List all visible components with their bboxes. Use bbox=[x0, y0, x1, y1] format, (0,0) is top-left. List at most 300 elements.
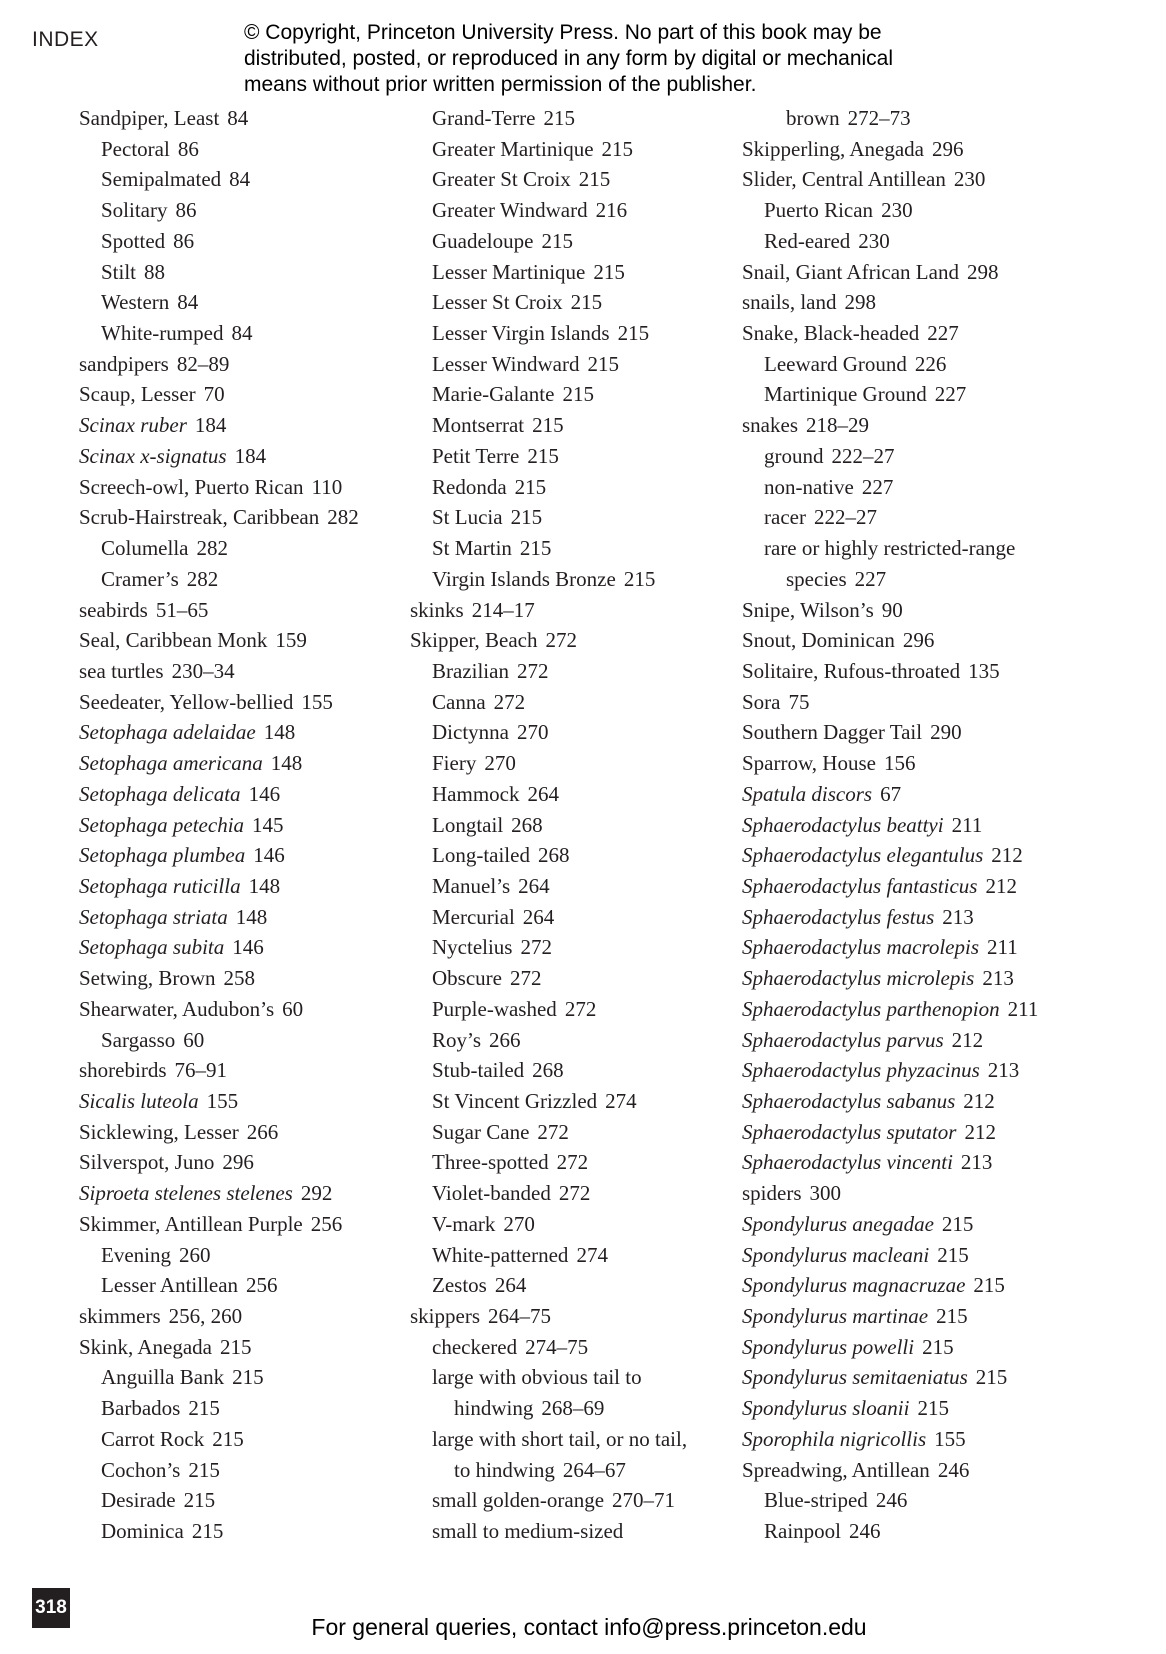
index-page-ref: 215 bbox=[188, 1457, 220, 1482]
index-page-ref: 214–17 bbox=[471, 597, 535, 622]
index-term: Setophaga striata bbox=[79, 904, 228, 929]
index-term: racer bbox=[764, 505, 806, 530]
index-page-ref: 272 bbox=[558, 1181, 591, 1206]
index-term: Red-eared bbox=[764, 228, 851, 253]
index-entry bbox=[742, 963, 1072, 994]
index-page-ref: 227 bbox=[854, 566, 887, 591]
index-page-ref: 212 bbox=[991, 843, 1023, 868]
index-entry bbox=[742, 1455, 1072, 1486]
index-entry bbox=[410, 134, 730, 165]
index-page-ref: 90 bbox=[881, 597, 903, 622]
index-term: St Lucia bbox=[432, 505, 503, 530]
index-page-ref: 146 bbox=[248, 781, 281, 806]
index-page-ref: 60 bbox=[183, 1027, 205, 1052]
index-entry bbox=[742, 810, 1072, 841]
index-entry bbox=[79, 287, 399, 318]
index-page-ref: 230–34 bbox=[171, 658, 235, 683]
index-entry bbox=[742, 717, 1072, 748]
index-entry bbox=[410, 595, 730, 626]
index-page-ref: 227 bbox=[861, 474, 894, 499]
index-term: Setophaga petechia bbox=[79, 812, 245, 837]
index-entry bbox=[742, 226, 1072, 257]
index-term: Greater St Croix bbox=[432, 167, 571, 192]
index-entry bbox=[742, 1117, 1072, 1148]
index-term: Lesser St Croix bbox=[432, 290, 563, 315]
index-entry bbox=[79, 1455, 399, 1486]
index-term: rare or highly restricted-range bbox=[764, 536, 1016, 561]
index-term: Scaup, Lesser bbox=[79, 382, 196, 407]
index-entry bbox=[410, 717, 730, 748]
index-entry bbox=[742, 595, 1072, 626]
index-term: seabirds bbox=[79, 597, 148, 622]
index-entry bbox=[79, 1362, 399, 1393]
index-term: Skink, Anegada bbox=[79, 1334, 212, 1359]
index-term: large with obvious tail to bbox=[432, 1365, 642, 1390]
index-term: Lesser Martinique bbox=[432, 259, 586, 284]
index-entry bbox=[79, 441, 399, 472]
index-term: Skimmer, Antillean Purple bbox=[79, 1211, 303, 1236]
index-page-ref: 230 bbox=[858, 228, 890, 253]
index-entry bbox=[742, 625, 1072, 656]
index-page-ref: 75 bbox=[788, 689, 810, 714]
index-page-ref: 292 bbox=[300, 1181, 333, 1206]
index-entry bbox=[742, 103, 1072, 134]
index-term: Scinax ruber bbox=[79, 413, 187, 438]
index-entry bbox=[410, 656, 730, 687]
index-page-ref: 282 bbox=[186, 566, 219, 591]
index-page-ref: 270 bbox=[516, 720, 549, 745]
index-term: St Martin bbox=[432, 536, 512, 561]
index-entry bbox=[79, 502, 399, 533]
index-page-ref: 272 bbox=[509, 966, 542, 991]
index-entry bbox=[79, 1270, 399, 1301]
index-entry bbox=[79, 379, 399, 410]
index-entry bbox=[742, 1147, 1072, 1178]
index-term: Sandpiper, Least bbox=[79, 106, 220, 130]
index-page-ref: 215 bbox=[941, 1211, 974, 1236]
index-term: Sphaerodactylus macrolepis bbox=[742, 935, 979, 960]
index-entry bbox=[410, 994, 730, 1025]
index-page-ref: 215 bbox=[232, 1365, 264, 1390]
index-term: Spondylurus semitaeniatus bbox=[742, 1365, 968, 1390]
index-page-ref: 270–71 bbox=[612, 1488, 676, 1513]
index-column-3 bbox=[742, 103, 1072, 1547]
index-term: Seal, Caribbean Monk bbox=[79, 628, 268, 653]
index-page-ref: 246 bbox=[849, 1519, 881, 1544]
index-entry bbox=[410, 502, 730, 533]
index-term: Spondylurus magnacruzae bbox=[742, 1273, 966, 1298]
index-page-ref: 264 bbox=[522, 904, 555, 929]
index-entry bbox=[79, 226, 399, 257]
index-term: small golden-orange bbox=[432, 1488, 605, 1513]
index-term: Dominica bbox=[101, 1519, 184, 1544]
index-term: sea turtles bbox=[79, 658, 164, 683]
index-entry bbox=[742, 932, 1072, 963]
index-page-ref: 84 bbox=[229, 167, 251, 192]
index-term: Sphaerodactylus parvus bbox=[742, 1027, 944, 1052]
index-page-ref: 274–75 bbox=[525, 1334, 589, 1359]
index-term: Spondylurus sloanii bbox=[742, 1396, 910, 1421]
index-page-ref: 246 bbox=[937, 1457, 970, 1482]
index-page-ref: 296 bbox=[931, 136, 964, 161]
index-term: Spondylurus powelli bbox=[742, 1334, 915, 1359]
index-term: Western bbox=[101, 290, 170, 315]
index-entry bbox=[742, 1301, 1072, 1332]
index-entry bbox=[79, 1117, 399, 1148]
index-term: Snout, Dominican bbox=[742, 628, 895, 653]
index-term: Stub-tailed bbox=[432, 1058, 525, 1083]
index-entry bbox=[742, 287, 1072, 318]
index-term: Sphaerodactylus beattyi bbox=[742, 812, 944, 837]
index-page-ref: 211 bbox=[951, 812, 983, 837]
index-entry bbox=[79, 595, 399, 626]
index-page-ref: 272 bbox=[493, 689, 526, 714]
index-page-ref: 268 bbox=[511, 812, 543, 837]
index-entry bbox=[79, 1178, 399, 1209]
index-term: Montserrat bbox=[432, 413, 525, 438]
index-term: Canna bbox=[432, 689, 486, 714]
index-entry bbox=[410, 226, 730, 257]
index-page-ref: 268 bbox=[537, 843, 570, 868]
index-entry bbox=[410, 1393, 730, 1424]
index-term: Setophaga plumbea bbox=[79, 843, 246, 868]
index-entry bbox=[410, 840, 730, 871]
index-page-ref: 215 bbox=[617, 321, 650, 346]
index-page-ref: 296 bbox=[222, 1150, 254, 1175]
index-term: Sora bbox=[742, 689, 781, 714]
index-page-ref: 298 bbox=[966, 259, 999, 284]
index-entry bbox=[79, 349, 399, 380]
index-page-ref: 215 bbox=[593, 259, 625, 284]
index-page-ref: 184 bbox=[194, 413, 227, 438]
index-page-ref: 110 bbox=[311, 474, 343, 499]
index-entry bbox=[410, 1516, 730, 1547]
index-entry bbox=[79, 1393, 399, 1424]
index-term: non-native bbox=[764, 474, 854, 499]
index-entry bbox=[410, 810, 730, 841]
index-entry bbox=[79, 687, 399, 718]
index-entry bbox=[410, 1485, 730, 1516]
index-entry bbox=[410, 318, 730, 349]
index-page-ref: 272 bbox=[545, 628, 577, 653]
index-entry bbox=[410, 410, 730, 441]
index-entry bbox=[79, 1025, 399, 1056]
index-page-ref: 264 bbox=[518, 873, 550, 898]
index-entry bbox=[742, 379, 1072, 410]
index-page-ref: 282 bbox=[196, 536, 228, 561]
index-entry bbox=[79, 103, 399, 134]
index-entry bbox=[410, 1301, 730, 1332]
index-entry bbox=[79, 1209, 399, 1240]
index-term: Lesser Windward bbox=[432, 351, 580, 376]
index-term: spiders bbox=[742, 1181, 802, 1206]
index-page-ref: 270 bbox=[503, 1211, 535, 1236]
index-entry bbox=[742, 1240, 1072, 1271]
index-page-ref: 60 bbox=[282, 996, 304, 1021]
index-term: Sphaerodactylus phyzacinus bbox=[742, 1058, 980, 1083]
index-page-ref: 222–27 bbox=[831, 443, 895, 468]
index-entry bbox=[79, 472, 399, 503]
index-term: Dictynna bbox=[432, 720, 509, 745]
index-entry bbox=[79, 1240, 399, 1271]
index-page-ref: 260 bbox=[178, 1242, 211, 1267]
index-entry bbox=[410, 441, 730, 472]
index-term: Blue-striped bbox=[764, 1488, 868, 1513]
index-page-ref: 84 bbox=[231, 321, 253, 346]
index-term: skinks bbox=[410, 597, 464, 622]
index-term: Sphaerodactylus parthenopion bbox=[742, 996, 1000, 1021]
index-entry bbox=[742, 994, 1072, 1025]
index-column-2 bbox=[410, 103, 730, 1547]
index-term: Petit Terre bbox=[432, 443, 520, 468]
index-entry bbox=[410, 103, 730, 134]
index-page-ref: 215 bbox=[183, 1488, 216, 1513]
index-entry bbox=[410, 379, 730, 410]
index-entry bbox=[742, 195, 1072, 226]
index-term: Spondylurus anegadae bbox=[742, 1211, 934, 1236]
index-term: snails, land bbox=[742, 290, 837, 315]
index-entry bbox=[410, 963, 730, 994]
index-page-ref: 264 bbox=[494, 1273, 527, 1298]
index-entry bbox=[410, 564, 730, 595]
index-term: V-mark bbox=[432, 1211, 496, 1236]
index-term: Violet-banded bbox=[432, 1181, 551, 1206]
index-page-ref: 148 bbox=[263, 720, 296, 745]
index-entry bbox=[79, 564, 399, 595]
index-page-ref: 215 bbox=[543, 106, 575, 130]
index-page-ref: 215 bbox=[219, 1334, 252, 1359]
index-entry bbox=[79, 1055, 399, 1086]
index-page-ref: 264–67 bbox=[562, 1457, 626, 1482]
index-page-ref: 215 bbox=[937, 1242, 969, 1267]
index-term: Solitaire, Rufous-throated bbox=[742, 658, 961, 683]
index-page-ref: 211 bbox=[1007, 996, 1039, 1021]
index-page-ref: 212 bbox=[963, 1089, 995, 1113]
index-entry bbox=[410, 1086, 730, 1117]
index-term: Zestos bbox=[432, 1273, 487, 1298]
index-term: snakes bbox=[742, 413, 798, 438]
index-entry bbox=[410, 871, 730, 902]
copyright-notice bbox=[244, 20, 964, 98]
index-page-ref: 246 bbox=[875, 1488, 908, 1513]
index-entry bbox=[742, 1209, 1072, 1240]
index-term: Sphaerodactylus microlepis bbox=[742, 966, 975, 991]
index-term: White-rumped bbox=[101, 321, 224, 346]
index-page-ref: 155 bbox=[934, 1426, 966, 1451]
index-term: Martinique Ground bbox=[764, 382, 927, 407]
index-page-ref: 215 bbox=[212, 1426, 244, 1451]
index-entry bbox=[410, 687, 730, 718]
index-page-ref: 272 bbox=[537, 1119, 569, 1144]
index-term: Sugar Cane bbox=[432, 1119, 530, 1144]
index-term: White-patterned bbox=[432, 1242, 569, 1267]
index-page-ref: 272 bbox=[556, 1150, 589, 1175]
index-page-ref: 215 bbox=[532, 413, 564, 438]
index-page-ref: 264 bbox=[527, 781, 559, 806]
index-term: Columella bbox=[101, 536, 189, 561]
index-entry bbox=[410, 932, 730, 963]
index-page-ref: 146 bbox=[232, 935, 264, 960]
index-term: Puerto Rican bbox=[764, 198, 874, 223]
index-page-ref: 215 bbox=[541, 228, 573, 253]
index-page-ref: 86 bbox=[177, 136, 199, 161]
index-term: Snipe, Wilson’s bbox=[742, 597, 874, 622]
index-term: Barbados bbox=[101, 1396, 181, 1421]
index-term: Leeward Ground bbox=[764, 351, 907, 376]
index-term: Sphaerodactylus sputator bbox=[742, 1119, 957, 1144]
index-entry bbox=[79, 1147, 399, 1178]
index-page-ref: 215 bbox=[922, 1334, 954, 1359]
index-term: Lesser Virgin Islands bbox=[432, 321, 610, 346]
index-entry bbox=[410, 1117, 730, 1148]
index-page-ref: 268–69 bbox=[541, 1396, 605, 1421]
index-term: species bbox=[786, 566, 847, 591]
index-page-ref: 155 bbox=[206, 1089, 239, 1113]
index-term: skippers bbox=[410, 1304, 480, 1329]
index-term: Fiery bbox=[432, 751, 477, 776]
index-page-ref: 215 bbox=[936, 1304, 968, 1329]
index-page-ref: 230 bbox=[881, 198, 913, 223]
index-term: Setophaga delicata bbox=[79, 781, 241, 806]
index-entry bbox=[742, 1485, 1072, 1516]
index-term: Grand-Terre bbox=[432, 106, 536, 130]
index-page-ref: 213 bbox=[960, 1150, 993, 1175]
index-entry bbox=[79, 625, 399, 656]
index-entry bbox=[742, 1086, 1072, 1117]
index-page-ref: 268 bbox=[532, 1058, 564, 1083]
index-term: Setophaga subita bbox=[79, 935, 225, 960]
index-entry bbox=[410, 195, 730, 226]
index-term: Nyctelius bbox=[432, 935, 513, 960]
index-entry bbox=[410, 287, 730, 318]
index-entry bbox=[742, 410, 1072, 441]
index-entry bbox=[742, 502, 1072, 533]
index-page-ref: 215 bbox=[570, 290, 603, 315]
index-page-ref: 212 bbox=[951, 1027, 984, 1052]
index-entry bbox=[410, 779, 730, 810]
index-entry bbox=[742, 687, 1072, 718]
index-term: Slider, Central Antillean bbox=[742, 167, 946, 192]
index-term: Southern Dagger Tail bbox=[742, 720, 923, 745]
index-term: Guadeloupe bbox=[432, 228, 534, 253]
index-entry bbox=[79, 318, 399, 349]
index-page-ref: 159 bbox=[275, 628, 307, 653]
index-entry bbox=[742, 1025, 1072, 1056]
index-term: Sparrow, House bbox=[742, 751, 876, 776]
index-term: Carrot Rock bbox=[101, 1426, 205, 1451]
index-page-ref: 218–29 bbox=[806, 413, 869, 438]
index-entry bbox=[742, 902, 1072, 933]
index-term: Stilt bbox=[101, 259, 137, 284]
index-page-ref: 216 bbox=[595, 198, 628, 223]
index-term: Spreadwing, Antillean bbox=[742, 1457, 930, 1482]
index-entry bbox=[410, 1270, 730, 1301]
index-entry bbox=[79, 871, 399, 902]
index-entry bbox=[742, 1393, 1072, 1424]
index-entry bbox=[79, 1424, 399, 1455]
index-term: Redonda bbox=[432, 474, 507, 499]
index-page-ref: 146 bbox=[253, 843, 285, 868]
index-entry bbox=[79, 164, 399, 195]
index-page-ref: 148 bbox=[248, 873, 281, 898]
index-page-ref: 215 bbox=[578, 167, 611, 192]
index-page-ref: 274 bbox=[605, 1089, 637, 1113]
index-term: brown bbox=[786, 106, 840, 130]
index-term: Rainpool bbox=[764, 1519, 841, 1544]
index-term: skimmers bbox=[79, 1304, 161, 1329]
index-page-ref: 230 bbox=[953, 167, 986, 192]
index-term: Skipperling, Anegada bbox=[742, 136, 924, 161]
index-page-ref: 215 bbox=[562, 382, 594, 407]
index-entry bbox=[742, 349, 1072, 380]
index-entry bbox=[410, 1209, 730, 1240]
index-term: Spatula discors bbox=[742, 781, 873, 806]
index-term: Mercurial bbox=[432, 904, 515, 929]
index-page-ref: 215 bbox=[188, 1396, 220, 1421]
index-page-ref: 227 bbox=[927, 321, 959, 346]
index-page-ref: 156 bbox=[883, 751, 916, 776]
index-term: Sphaerodactylus elegantulus bbox=[742, 843, 984, 868]
index-entry bbox=[410, 1362, 730, 1393]
index-column-1 bbox=[79, 103, 399, 1547]
index-page-ref: 67 bbox=[880, 781, 902, 806]
index-term: hindwing bbox=[454, 1396, 534, 1421]
index-entry bbox=[79, 257, 399, 288]
index-entry bbox=[410, 349, 730, 380]
index-term: Sicalis luteola bbox=[79, 1089, 199, 1113]
index-term: Snail, Giant African Land bbox=[742, 259, 959, 284]
index-term: Virgin Islands Bronze bbox=[432, 566, 616, 591]
index-entry bbox=[79, 1516, 399, 1547]
index-term: Marie-Galante bbox=[432, 382, 555, 407]
index-term: Sicklewing, Lesser bbox=[79, 1119, 239, 1144]
index-term: Setophaga americana bbox=[79, 751, 263, 776]
index-term: Shearwater, Audubon’s bbox=[79, 996, 275, 1021]
index-term: Lesser Antillean bbox=[101, 1273, 239, 1298]
index-term: Skipper, Beach bbox=[410, 628, 538, 653]
index-term: Spondylurus martinae bbox=[742, 1304, 929, 1329]
index-entry bbox=[410, 1055, 730, 1086]
index-term: Sphaerodactylus festus bbox=[742, 904, 935, 929]
index-term: Spondylurus macleani bbox=[742, 1242, 930, 1267]
index-entry bbox=[742, 164, 1072, 195]
index-page-ref: 264–75 bbox=[488, 1304, 551, 1329]
index-term: Snake, Black-headed bbox=[742, 321, 920, 346]
index-page-ref: 84 bbox=[177, 290, 199, 315]
index-term: Setophaga adelaidae bbox=[79, 720, 256, 745]
index-entry bbox=[410, 1455, 730, 1486]
index-entry bbox=[79, 656, 399, 687]
index-page-ref: 215 bbox=[587, 351, 619, 376]
index-term: Sphaerodactylus sabanus bbox=[742, 1089, 956, 1113]
index-term: Solitary bbox=[101, 198, 168, 223]
index-entry bbox=[410, 1424, 730, 1455]
index-term: Spotted bbox=[101, 228, 166, 253]
index-entry bbox=[410, 902, 730, 933]
index-entry bbox=[410, 257, 730, 288]
index-entry bbox=[79, 748, 399, 779]
index-term: Purple-washed bbox=[432, 996, 557, 1021]
index-page-ref: 86 bbox=[175, 198, 197, 223]
index-page-ref: 222–27 bbox=[813, 505, 877, 530]
index-page-ref: 148 bbox=[270, 751, 303, 776]
index-page-ref: 213 bbox=[982, 966, 1014, 991]
index-term: Long-tailed bbox=[432, 843, 530, 868]
index-term: ground bbox=[764, 443, 824, 468]
index-term: Sphaerodactylus vincenti bbox=[742, 1150, 953, 1175]
index-entry bbox=[79, 134, 399, 165]
running-head: INDEX bbox=[32, 28, 99, 51]
